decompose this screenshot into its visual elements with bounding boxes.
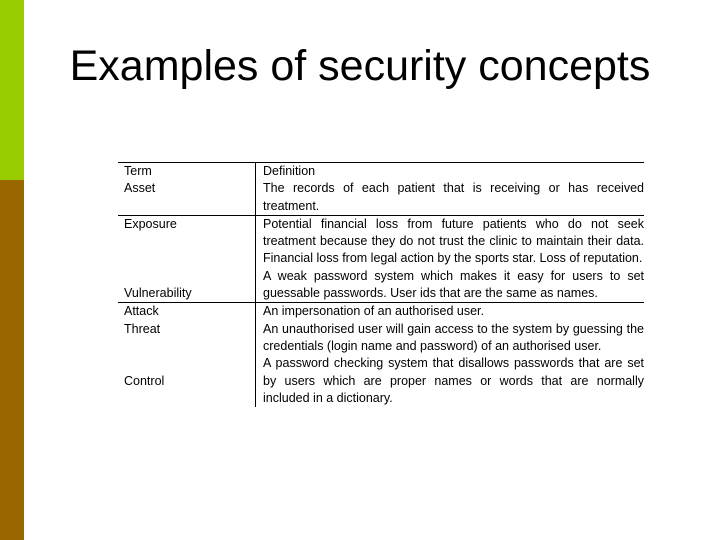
term-vulnerability: Vulnerability	[124, 286, 192, 301]
table-row-exposure-vulnerability	[118, 215, 644, 302]
definition-vulnerability: A weak password system which makes it easy for users to set guessable passwords. User ids that are the same as names.	[263, 268, 644, 301]
definition-exposure: Potential financial loss from future patients who do not seek treatment because they do not trust the clinic to maintain their data. Financial loss from legal action by the sports star. Loss of reputation.	[263, 216, 644, 266]
definition-threat: An unauthorised user will gain access to the system by guessing the credentials (login name and password) of an authorised user.	[263, 321, 644, 353]
accent-bar-bottom	[0, 180, 24, 540]
definition-asset: The records of each patient that is receiving or has received treatment.	[263, 181, 644, 213]
term-threat: Threat	[124, 321, 161, 336]
term-attack: Attack	[124, 304, 159, 319]
header-term: Term	[118, 163, 256, 180]
definition-cell-group-1	[256, 216, 644, 302]
term-cell-group-2	[118, 303, 256, 407]
header-definition: Definition	[263, 164, 316, 178]
term-exposure: Exposure	[124, 216, 177, 231]
definition-attack: An impersonation of an authorised user.	[263, 304, 484, 319]
term-asset: Asset	[118, 180, 256, 215]
definition-control: A password checking system that disallows passwords that are set by users which are proper names or words that are normally included in a dictionary.	[263, 356, 644, 405]
slide-title: Examples of security concepts	[69, 42, 651, 90]
table-row-attack-threat-control	[118, 302, 644, 407]
definition-cell-group-2	[256, 303, 644, 407]
table-row-asset	[118, 180, 644, 215]
term-cell-group-1	[118, 216, 256, 302]
term-control: Control	[124, 373, 165, 388]
table-header-row	[118, 163, 644, 180]
security-concepts-table	[118, 162, 644, 407]
